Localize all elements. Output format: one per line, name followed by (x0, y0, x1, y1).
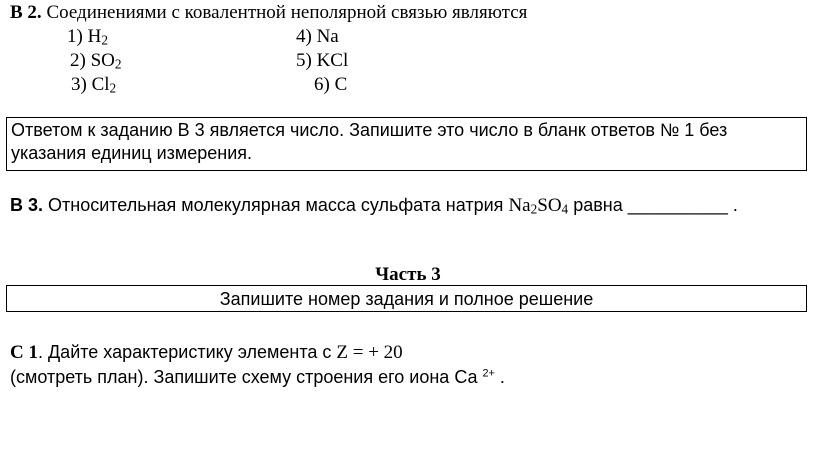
question-b2-label: В 2. (10, 2, 42, 23)
b2-option-6: 6) C (314, 74, 348, 95)
b2-option-2: 2) $SO_2$ (70, 50, 122, 72)
question-c1-line-1: С 1. Дайте характеристику элемента с Z = + 20 (10, 342, 403, 363)
c1-atomic-number: Z = + 20 (336, 342, 403, 363)
question-b2-text: Соединениями с ковалентной неполярной связью являются (46, 2, 528, 23)
part3-instruction-box (6, 285, 807, 312)
question-b3-label: В 3. (10, 195, 44, 215)
c1-ion-charge: 2+ (482, 367, 495, 380)
b2-option-3: 3) $Cl_2$ (71, 74, 117, 96)
part3-instruction-text: Запишите номер задания и полное решение (219, 289, 594, 309)
b3-formula: $Na_2SO_4$ (508, 195, 569, 217)
instruction-line-2: указания единиц измерения. (11, 143, 253, 163)
question-c1-line-2: (смотреть план). Запишите схему строения его иона Са $^{2+}$ . (10, 367, 505, 387)
question-b3-text: Относительная молекулярная масса сульфата натрия (43, 195, 509, 215)
question-c1-label: С 1 (10, 342, 38, 363)
question-b2 (10, 2, 527, 24)
b2-option-5: 5) KCl (296, 50, 349, 71)
question-b3-answer: равна __________ . (568, 195, 738, 215)
b2-option-4: 4) Na (296, 26, 339, 47)
instruction-box (6, 117, 807, 171)
question-b3 (10, 195, 738, 217)
part3-title: Часть 3 (375, 264, 441, 285)
instruction-line-1: Ответом к заданию В 3 является число. Запишите это число в бланк ответов № 1 без (11, 120, 728, 140)
b2-option-1: 1) $H_2$ (67, 26, 108, 48)
